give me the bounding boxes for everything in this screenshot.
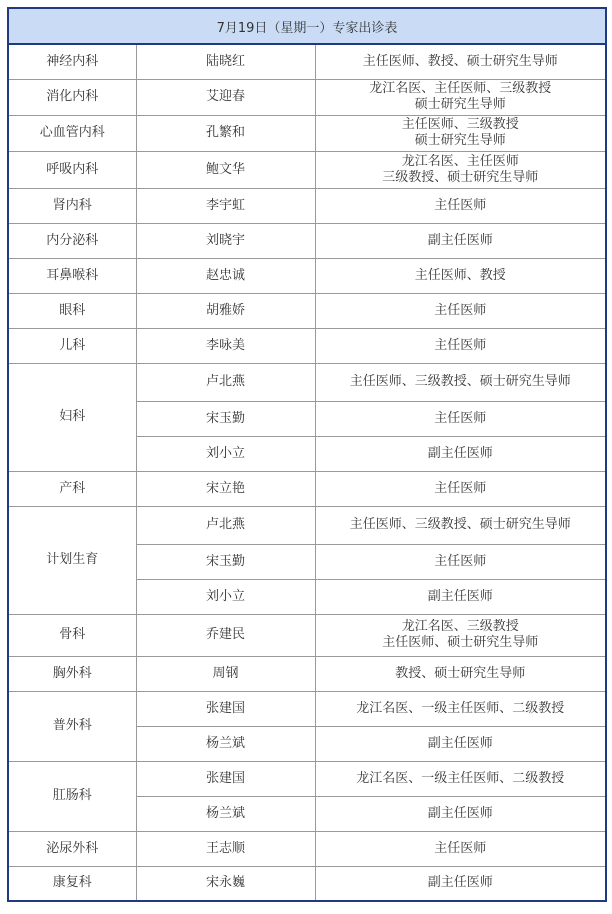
department-cell: 产科 [8,471,136,506]
doctor-title-cell [315,614,606,656]
doctor-title-cell [315,44,606,79]
table-row [8,363,606,401]
department-cell: 呼吸内科 [8,151,136,188]
doctor-title-cell [315,293,606,328]
table-row [8,44,606,79]
doctor-title-cell [315,726,606,761]
table-title: 7月19日（星期一）专家出诊表 [8,8,606,44]
table-row [8,761,606,796]
table-body [8,44,606,901]
doctor-title-cell [315,471,606,506]
doctor-title-line: 主任医师、三级教授、硕士研究生导师 [349,374,571,389]
doctor-name-cell: 张建国 [136,691,315,726]
doctor-name-cell: 赵忠诚 [136,258,315,293]
table-row [8,471,606,506]
department-cell: 心血管内科 [8,115,136,151]
doctor-title-line: 主任医师 [434,553,487,569]
table-row [8,223,606,258]
department-cell: 消化内科 [8,79,136,115]
doctor-title-line: 主任医师 [434,410,487,426]
doctor-name-cell: 卢北燕 [136,363,315,401]
doctor-name-cell: 艾迎春 [136,79,315,115]
department-cell: 普外科 [8,691,136,761]
department-cell: 肾内科 [8,188,136,223]
table-header-row [8,8,606,44]
doctor-title-cell [315,328,606,363]
doctor-title-line: 主任医师、三级教授、硕士研究生导师 [349,517,571,532]
doctor-title-line: 硕士研究生导师 [414,97,506,112]
doctor-title-line: 龙江名医、一级主任医师、二级教授 [356,770,565,786]
table-row [8,866,606,901]
doctor-title-cell [315,363,606,401]
doctor-title-cell [315,115,606,151]
doctor-title-cell [315,831,606,866]
table-row [8,115,606,151]
doctor-title-line: 三级教授、硕士研究生导师 [382,169,539,185]
doctor-title-line: 副主任医师 [427,805,493,821]
department-cell: 康复科 [8,866,136,901]
doctor-title-line: 副主任医师 [427,445,493,461]
doctor-name-cell: 刘晓宇 [136,223,315,258]
doctor-title-line: 副主任医师 [427,232,493,248]
doctor-name-cell: 宋立艳 [136,471,315,506]
doctor-title-line: 主任医师、教授 [414,267,506,283]
doctor-title-cell [315,506,606,544]
doctor-title-cell [315,223,606,258]
table-row [8,614,606,656]
department-cell: 内分泌科 [8,223,136,258]
doctor-title-line: 主任医师 [434,302,487,318]
table-row [8,506,606,544]
department-cell: 神经内科 [8,44,136,79]
table-row [8,656,606,691]
doctor-name-cell: 胡雅娇 [136,293,315,328]
doctor-title-line: 副主任医师 [427,875,493,891]
doctor-title-cell [315,79,606,115]
doctor-title-cell [315,436,606,471]
doctor-title-cell [315,258,606,293]
table-row [8,79,606,115]
doctor-name-cell: 宋永巍 [136,866,315,901]
doctor-title-cell [315,656,606,691]
doctor-name-cell: 刘小立 [136,579,315,614]
doctor-title-cell [315,866,606,901]
table-row [8,831,606,866]
doctor-title-line: 硕士研究生导师 [414,133,506,148]
doctor-title-line: 主任医师 [434,337,487,353]
doctor-name-cell: 卢北燕 [136,506,315,544]
doctor-name-cell: 张建国 [136,761,315,796]
department-cell: 妇科 [8,363,136,471]
doctor-title-line: 龙江名医、一级主任医师、二级教授 [356,700,565,716]
doctor-title-line: 教授、硕士研究生导师 [395,665,526,681]
doctor-name-cell: 杨兰斌 [136,726,315,761]
doctor-title-line: 龙江名医、主任医师 [401,153,519,169]
doctor-title-cell [315,544,606,579]
doctor-title-cell [315,401,606,436]
doctor-title-cell [315,691,606,726]
doctor-name-cell: 鲍文华 [136,151,315,188]
doctor-title-cell [315,151,606,188]
doctor-title-line: 副主任医师 [427,588,493,604]
doctor-title-cell [315,188,606,223]
doctor-title-line: 主任医师、教授、硕士研究生导师 [362,53,558,69]
doctor-name-cell: 李咏美 [136,328,315,363]
department-cell: 计划生育 [8,506,136,614]
table-row [8,151,606,188]
doctor-name-cell: 李宇虹 [136,188,315,223]
doctor-title-line: 主任医师 [434,840,487,856]
doctor-name-cell: 王志顺 [136,831,315,866]
doctor-name-cell: 杨兰斌 [136,796,315,831]
doctor-name-cell: 刘小立 [136,436,315,471]
department-cell: 眼科 [8,293,136,328]
table-row [8,328,606,363]
doctor-name-cell: 陆晓红 [136,44,315,79]
doctor-title-line: 主任医师、硕士研究生导师 [382,635,539,650]
doctor-name-cell: 宋玉勤 [136,401,315,436]
doctor-name-cell: 周钢 [136,656,315,691]
table-row [8,258,606,293]
expert-schedule-table [7,7,607,902]
department-cell: 胸外科 [8,656,136,691]
department-cell: 儿科 [8,328,136,363]
department-cell: 泌尿外科 [8,831,136,866]
table-row [8,293,606,328]
department-cell: 耳鼻喉科 [8,258,136,293]
department-cell: 骨科 [8,614,136,656]
table-row [8,691,606,726]
doctor-title-cell [315,761,606,796]
doctor-title-line: 主任医师 [434,197,487,213]
doctor-name-cell: 乔建民 [136,614,315,656]
doctor-name-cell: 宋玉勤 [136,544,315,579]
schedule-container [7,7,605,902]
doctor-title-line: 龙江名医、主任医师、三级教授 [369,81,552,96]
doctor-title-line: 主任医师、三级教授 [401,117,519,132]
doctor-title-line: 副主任医师 [427,735,493,751]
doctor-title-cell [315,579,606,614]
table-row [8,188,606,223]
department-cell: 肛肠科 [8,761,136,831]
doctor-title-line: 主任医师 [434,480,487,496]
doctor-title-line: 龙江名医、三级教授 [401,619,519,634]
doctor-name-cell: 孔繁和 [136,115,315,151]
doctor-title-cell [315,796,606,831]
